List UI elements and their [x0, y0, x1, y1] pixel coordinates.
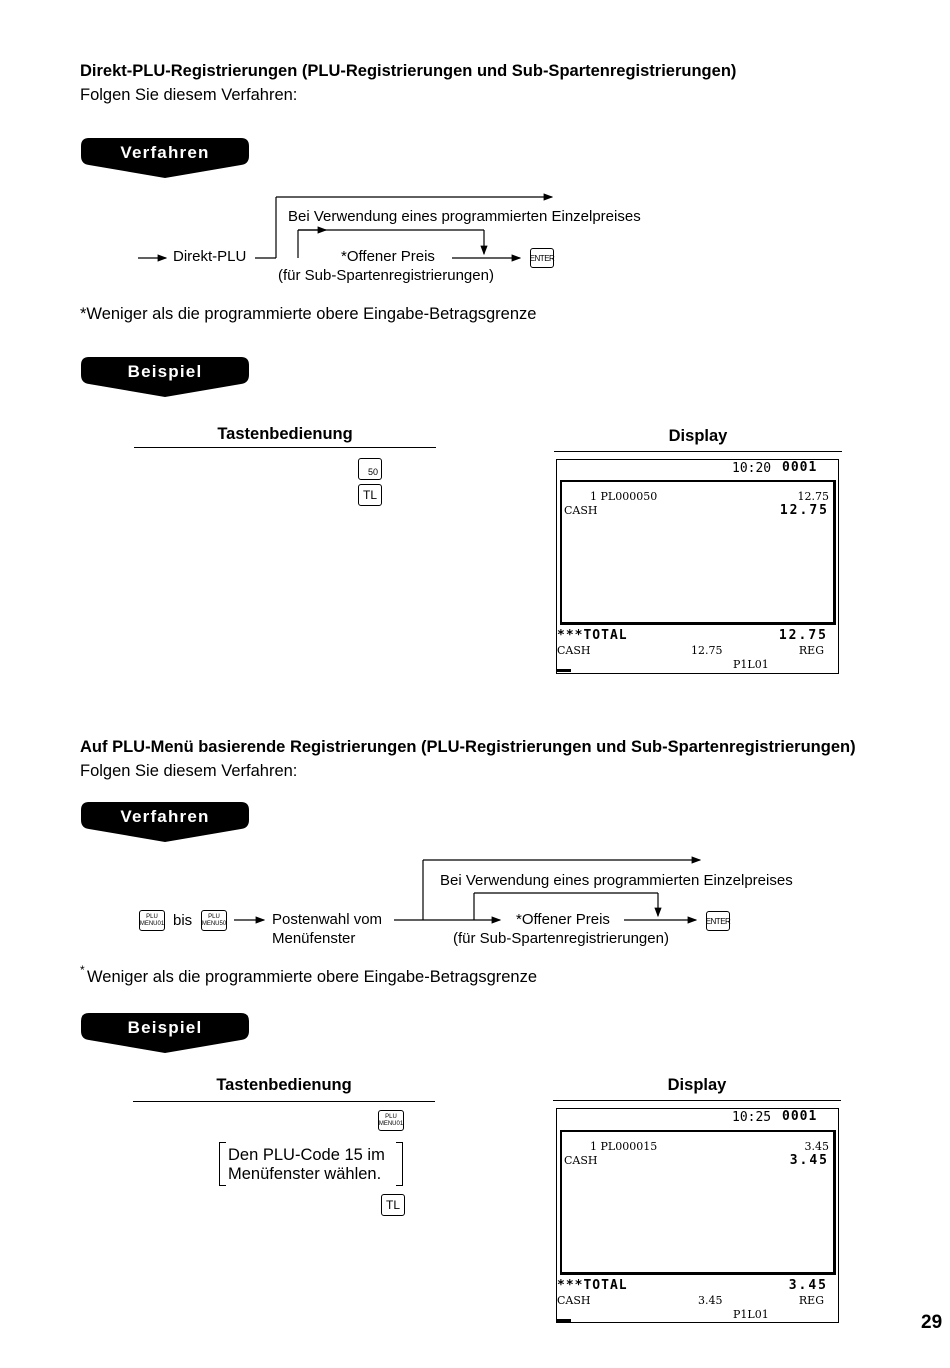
- section1-intro: Folgen Sie diesem Verfahren:: [80, 86, 298, 104]
- lcd1-cash-label: CASH: [564, 504, 598, 517]
- page-number: 29: [921, 1312, 943, 1333]
- flow1-open-price: *Offener Preis: [341, 248, 435, 265]
- section2-footnote: Weniger als die programmierte obere Eingabe-Betragsgrenze: [87, 968, 538, 986]
- plu-menu01-key-flow: PLU MENU01: [139, 910, 165, 931]
- instruction-bracket-right: [396, 1142, 403, 1186]
- section2-footnote-star: *: [80, 963, 85, 977]
- lcd2-time: 10:25: [732, 1110, 772, 1125]
- example-badge-1: Beispiel: [81, 357, 249, 399]
- section2-intro: Folgen Sie diesem Verfahren:: [80, 762, 298, 780]
- key-50: 50: [358, 458, 382, 480]
- instruction-bracket-left: [219, 1142, 226, 1186]
- key-tl-2: TL: [381, 1194, 405, 1216]
- flow2-step-line1: Postenwahl vom: [272, 911, 383, 928]
- enter-key-2: ENTER: [706, 911, 730, 931]
- lcd1-item-line: 1 PL000050: [590, 490, 658, 503]
- lcd2-foot-mode: REG: [798, 1294, 824, 1307]
- plu-menu01-key: PLU MENU01: [378, 1110, 404, 1131]
- procedure-badge-2: Verfahren: [81, 802, 249, 844]
- lcd2-foot-code: P1L01: [733, 1308, 769, 1321]
- flow1-sub-note: (für Sub-Spartenregistrierungen): [278, 267, 494, 284]
- flow2-sub-note: (für Sub-Spartenregistrierungen): [453, 930, 669, 947]
- lcd1-total-label: ***TOTAL: [557, 628, 628, 643]
- key-header-2: Tastenbedienung: [216, 1076, 352, 1094]
- flow2-to-word: bis: [173, 912, 193, 929]
- lcd1-foot-code: P1L01: [733, 658, 769, 671]
- lcd2-cash-big: 3.45: [789, 1153, 829, 1168]
- key-header-rule-1: [134, 447, 436, 448]
- flow2-top-branch: Bei Verwendung eines programmierten Einzelpreises: [440, 872, 793, 889]
- procedure-badge-1: Verfahren: [81, 138, 249, 180]
- lcd-display-1: [556, 459, 839, 674]
- lcd1-cash-big: 12.75: [779, 503, 829, 518]
- lcd1-counter: 0001: [782, 460, 818, 475]
- key-tl-1: TL: [358, 484, 382, 506]
- lcd2-cash-label: CASH: [564, 1154, 598, 1167]
- lcd2-foot-amount: 3.45: [698, 1294, 723, 1307]
- lcd1-receipt-window: [560, 480, 836, 625]
- lcd2-item-amount: 3.45: [804, 1140, 829, 1153]
- lcd1-foot-mode: REG: [798, 644, 824, 657]
- lcd2-cursor: [557, 1319, 571, 1322]
- instruction-line2: Menüfenster wählen.: [228, 1165, 382, 1183]
- section1-footnote: *Weniger als die programmierte obere Eingabe-Betragsgrenze: [80, 305, 537, 323]
- instruction-line1: Den PLU-Code 15 im: [228, 1146, 385, 1164]
- lcd2-item-line: 1 PL000015: [590, 1140, 658, 1153]
- lcd1-foot-cash: CASH: [557, 644, 591, 657]
- lcd-display-2: [556, 1108, 839, 1323]
- enter-key-1: ENTER: [530, 248, 554, 268]
- lcd2-counter: 0001: [782, 1109, 818, 1124]
- flow1-start: Direkt-PLU: [173, 248, 247, 265]
- lcd2-total-amount: 3.45: [788, 1278, 828, 1293]
- key-header-1: Tastenbedienung: [217, 425, 353, 443]
- display-header-rule-2: [553, 1100, 841, 1101]
- key-header-rule-2: [133, 1101, 435, 1102]
- flow2-open-price: *Offener Preis: [516, 911, 610, 928]
- lcd2-total-label: ***TOTAL: [557, 1278, 628, 1293]
- lcd1-cursor: [557, 669, 571, 672]
- section2-heading: Auf PLU-Menü basierende Registrierungen (PLU-Registrierungen und Sub-Spartenregistrierungen): [80, 738, 856, 756]
- example-badge-2: Beispiel: [81, 1013, 249, 1055]
- display-header-1: Display: [668, 427, 728, 445]
- display-header-2: Display: [667, 1076, 727, 1094]
- flow2-step-line2: Menüfenster: [272, 930, 356, 947]
- lcd2-receipt-window: [560, 1130, 836, 1275]
- lcd1-time: 10:20: [732, 461, 772, 476]
- flow1-top-branch: Bei Verwendung eines programmierten Einzelpreises: [288, 208, 641, 225]
- lcd1-item-amount: 12.75: [797, 490, 829, 503]
- section1-heading: Direkt-PLU-Registrierungen (PLU-Registrierungen und Sub-Spartenregistrierungen): [80, 62, 737, 80]
- lcd1-foot-amount: 12.75: [691, 644, 723, 657]
- lcd1-total-amount: 12.75: [778, 628, 828, 643]
- plu-menu50-key-flow: PLU MENU50: [201, 910, 227, 931]
- lcd2-foot-cash: CASH: [557, 1294, 591, 1307]
- display-header-rule-1: [554, 451, 842, 452]
